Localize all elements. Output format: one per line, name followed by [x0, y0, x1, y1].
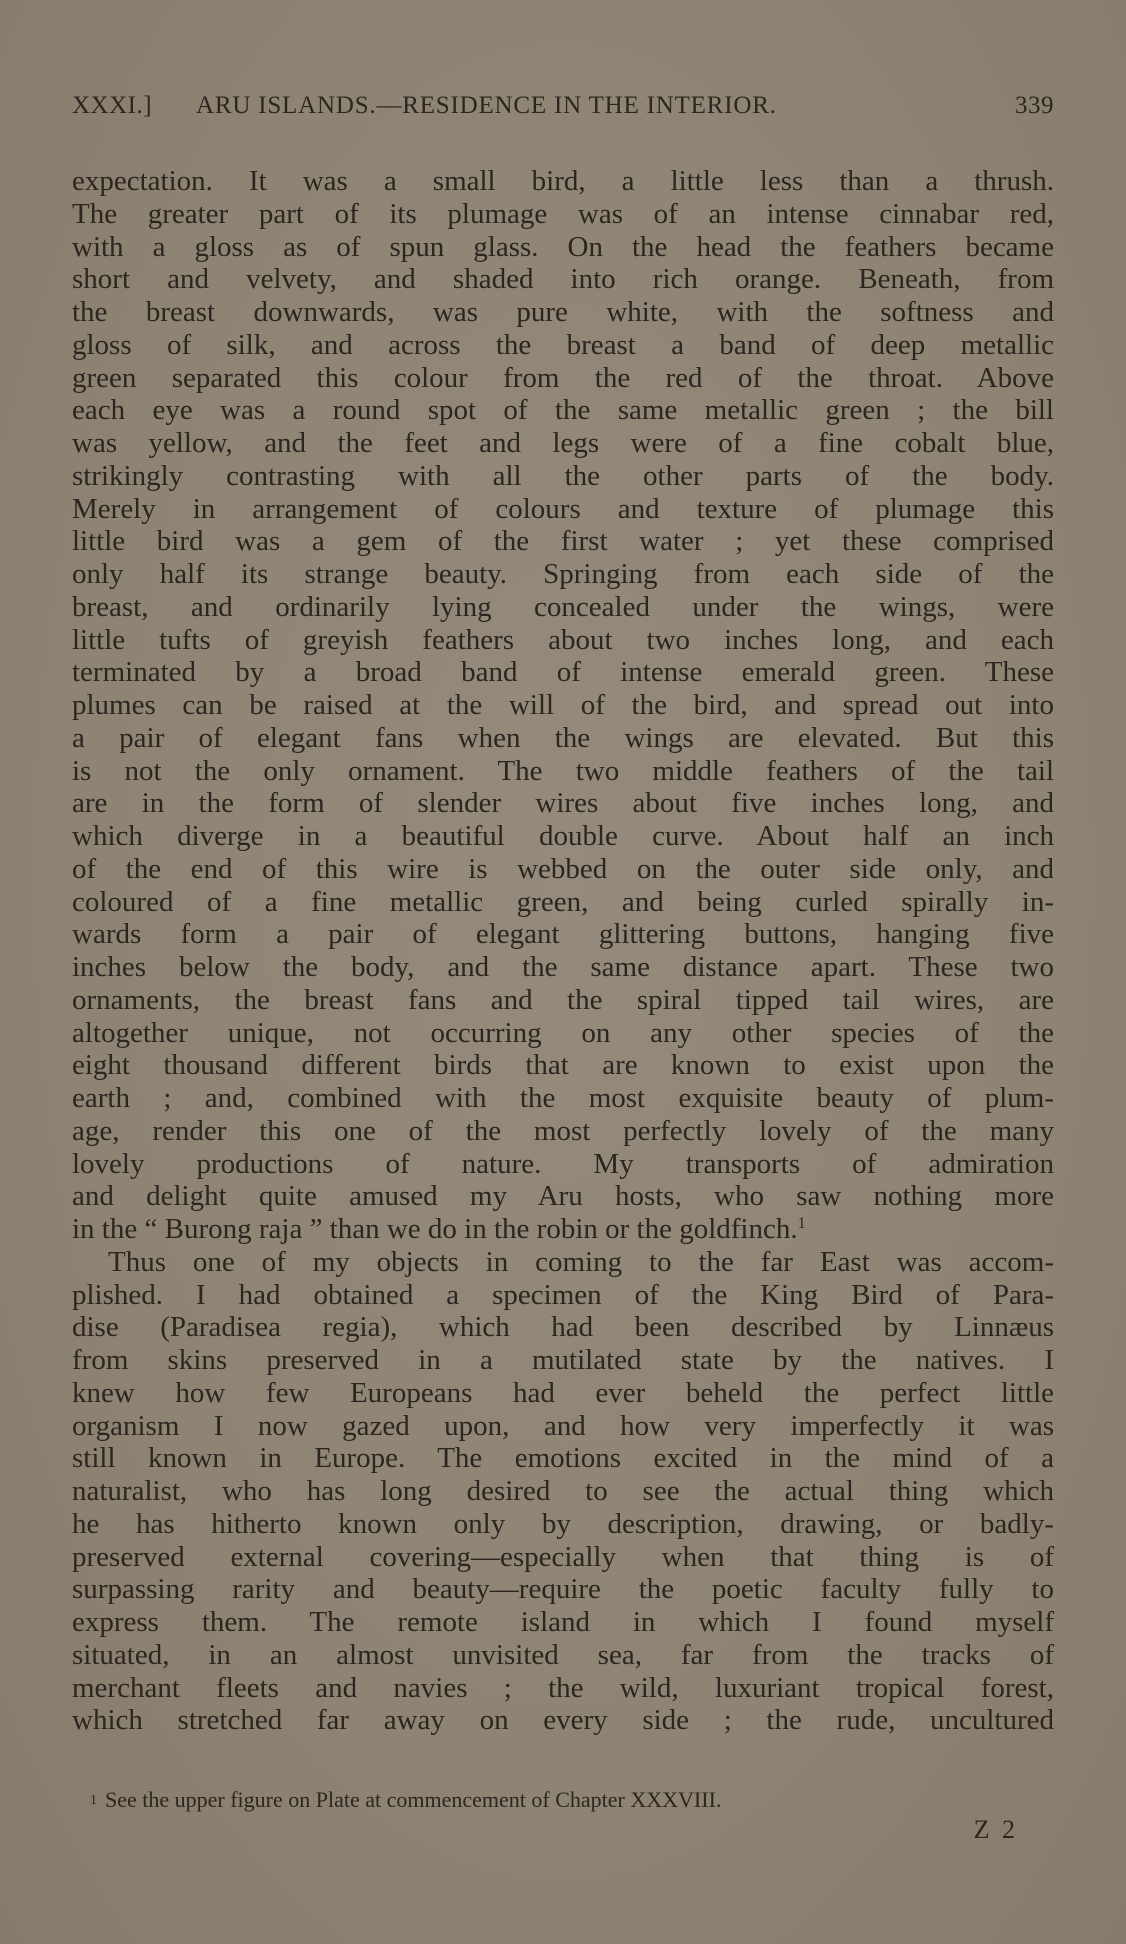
text-line: plumes can be raised at the will of the bird, and spread out into	[72, 689, 1054, 721]
text-line-content: in the “ Burong raja ” than we do in the robin or the goldfinch.	[72, 1213, 798, 1245]
text-line: merchant fleets and navies ; the wild, luxuriant tropical forest,	[72, 1671, 1054, 1704]
text-line: of the end of this wire is webbed on the outer side only, and	[72, 852, 1054, 885]
text-line: altogether unique, not occurring on any other species of the	[72, 1016, 1054, 1049]
text-line: lovely productions of nature. My transports of admiration	[72, 1147, 1054, 1180]
text-line: he has hitherto known only by description, drawing, or badly-	[72, 1507, 1054, 1540]
footnote-reference: 1	[797, 1215, 806, 1232]
text-line: earth ; and, combined with the most exquisite beauty of plum-	[72, 1082, 1054, 1114]
text-line: breast, and ordinarily lying concealed under the wings, were	[72, 590, 1054, 623]
footnote-marker: 1	[90, 1793, 97, 1808]
text-line: preserved external covering—especially when that thing is of	[72, 1540, 1054, 1573]
text-line: with a gloss as of spun glass. On the head the feathers became	[72, 230, 1054, 263]
text-line: is not the only ornament. The two middle feathers of the tail	[72, 754, 1054, 787]
text-line: express them. The remote island in which I found myself	[72, 1606, 1054, 1638]
text-line: inches below the body, and the same distance apart. These two	[72, 951, 1054, 983]
text-line: surpassing rarity and beauty—require the poetic faculty fully to	[72, 1573, 1054, 1606]
text-line-with-footnote	[72, 1213, 1054, 1246]
text-line: each eye was a round spot of the same metallic green ; the bill	[72, 394, 1054, 427]
text-line: was yellow, and the feet and legs were of a fine cobalt blue,	[72, 427, 1054, 459]
text-line: from skins preserved in a mutilated state by the natives. I	[72, 1344, 1054, 1376]
text-line: short and velvety, and shaded into rich orange. Beneath, from	[72, 263, 1054, 296]
text-line: organism I now gazed upon, and how very imperfectly it was	[72, 1409, 1054, 1442]
footnote	[90, 1787, 721, 1813]
text-line: green separated this colour from the red of the throat. Above	[72, 361, 1054, 394]
text-line: still known in Europe. The emotions excited in the mind of a	[72, 1442, 1054, 1475]
text-line: the breast downwards, was pure white, with the softness and	[72, 296, 1054, 328]
body-text	[72, 165, 1054, 1737]
text-line: wards form a pair of elegant glittering buttons, hanging five	[72, 918, 1054, 951]
text-line: little tufts of greyish feathers about two inches long, and each	[72, 623, 1054, 656]
text-line: which stretched far away on every side ; the rude, uncultured	[72, 1704, 1054, 1737]
text-line: plished. I had obtained a specimen of the King Bird of Para-	[72, 1278, 1054, 1311]
text-line: little bird was a gem of the first water ; yet these comprised	[72, 525, 1054, 558]
text-line: coloured of a fine metallic green, and being curled spirally in-	[72, 885, 1054, 918]
text-line: gloss of silk, and across the breast a band of deep metallic	[72, 328, 1054, 361]
signature-mark: Z 2	[973, 1815, 1018, 1844]
text-line: Thus one of my objects in coming to the far East was accom-	[108, 1245, 1054, 1278]
text-line: and delight quite amused my Aru hosts, who saw nothing more	[72, 1180, 1054, 1213]
text-line: Merely in arrangement of colours and texture of plumage this	[72, 492, 1054, 525]
text-line: a pair of elegant fans when the wings are elevated. But this	[72, 721, 1054, 754]
text-line: dise (Paradisea regia), which had been described by Linnæus	[72, 1311, 1054, 1344]
text-line: situated, in an almost unvisited sea, far from the tracks of	[72, 1638, 1054, 1671]
running-head	[72, 92, 1054, 128]
text-line: only half its strange beauty. Springing from each side of the	[72, 558, 1054, 590]
text-line: expectation. It was a small bird, a little less than a thrush.	[72, 165, 1054, 197]
page-number: 339	[1015, 92, 1054, 119]
text-line: age, render this one of the most perfectly lovely of the many	[72, 1114, 1054, 1147]
text-line: strikingly contrasting with all the other parts of the body.	[72, 459, 1054, 492]
text-line: which diverge in a beautiful double curve. About half an inch	[72, 820, 1054, 852]
text-line: ornaments, the breast fans and the spiral tipped tail wires, are	[72, 983, 1054, 1016]
text-line: The greater part of its plumage was of an intense cinnabar red,	[72, 197, 1054, 230]
chapter-number: XXXI.]	[72, 92, 153, 119]
text-line: knew how few Europeans had ever beheld the perfect little	[72, 1376, 1054, 1409]
text-line: are in the form of slender wires about five inches long, and	[72, 787, 1054, 820]
text-line: naturalist, who has long desired to see the actual thing which	[72, 1475, 1054, 1507]
footnote-text: See the upper figure on Plate at commencement of Chapter XXXVIII.	[105, 1787, 722, 1812]
running-title: ARU ISLANDS.—RESIDENCE IN THE INTERIOR.	[196, 92, 777, 119]
text-line: eight thousand different birds that are known to exist upon the	[72, 1049, 1054, 1082]
text-line: terminated by a broad band of intense emerald green. These	[72, 656, 1054, 689]
